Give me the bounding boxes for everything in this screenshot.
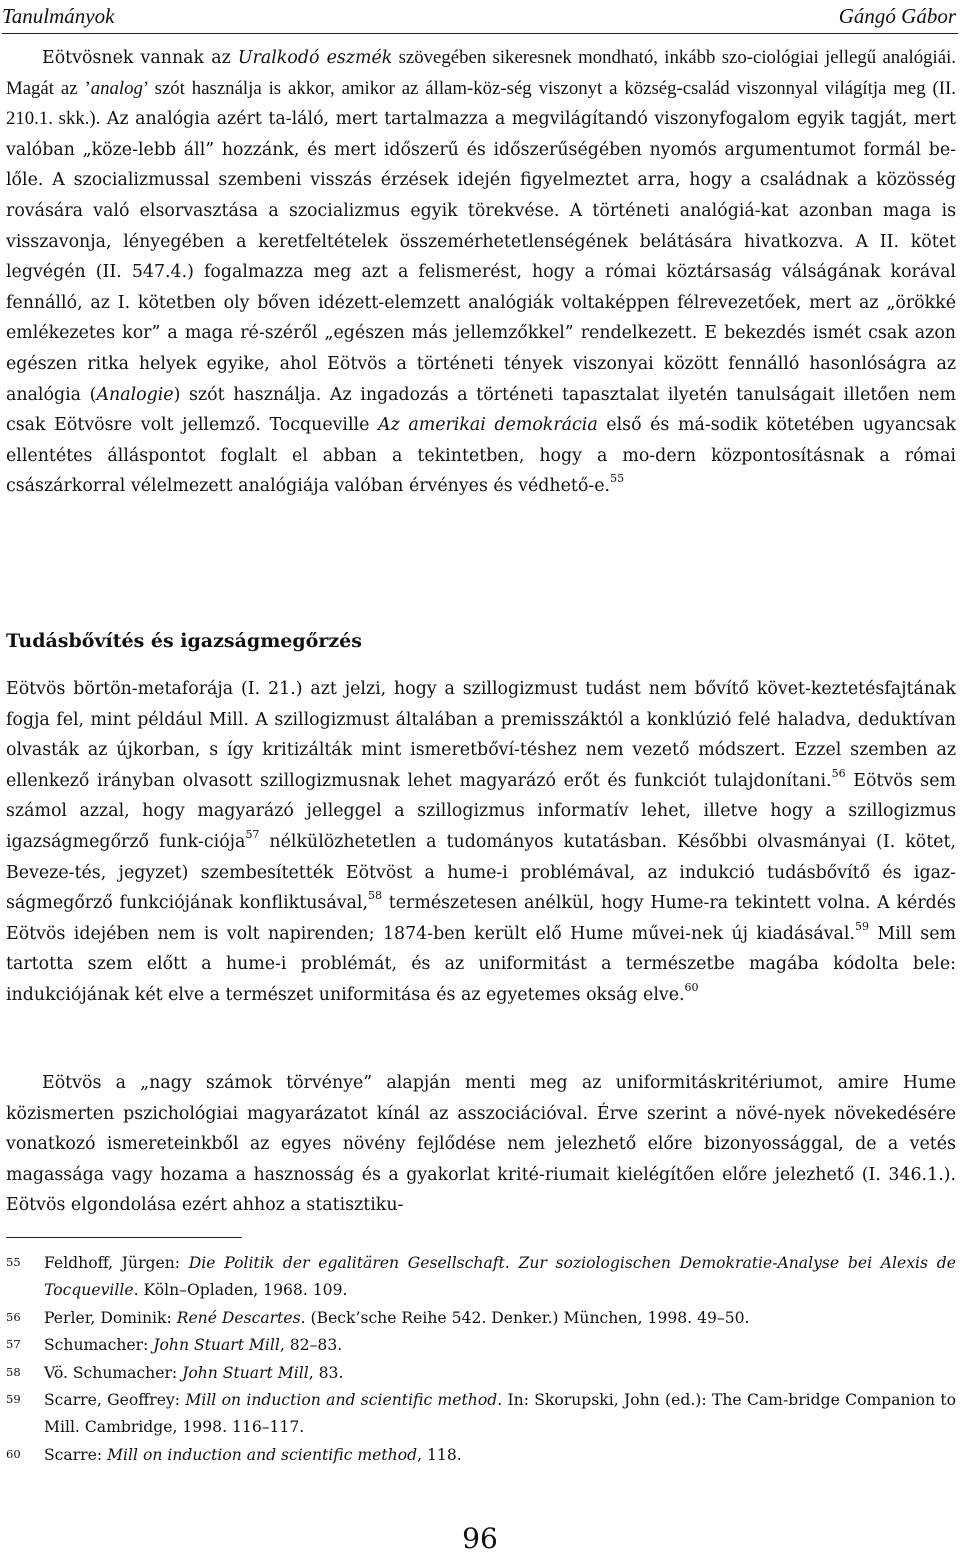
header-author-name: Gángó Gábor <box>838 4 956 28</box>
footnote-text: . Köln–Opladen, 1968. 109. <box>133 1281 348 1300</box>
footnote-ref-56: 56 <box>831 766 846 780</box>
footnote-text: Scarre: <box>44 1445 108 1464</box>
footnote-text: Vö. Schumacher: <box>44 1363 183 1382</box>
footnote-text: Perler, Dominik: <box>44 1308 177 1327</box>
p1-text: szövegében sikeresnek mondható, inkább szo-ciológiai jellegű analógiái. Magát az ’ <box>6 47 956 99</box>
p1-text: Eötvösnek vannak az <box>42 48 238 68</box>
footnote-text: . In: Skorupski, John (ed.): The Cam-bridge Companion to Mill. Cambridge, 1998. 116–117. <box>44 1391 956 1437</box>
footnote-58 <box>6 1360 956 1387</box>
footnote-italic-title: Mill on induction and scientific method <box>185 1391 498 1410</box>
footnote-number: 60 <box>6 1446 21 1461</box>
footnote-59 <box>6 1387 956 1442</box>
footnote-number: 56 <box>6 1309 21 1324</box>
running-header <box>2 2 956 30</box>
p1-text: ’ szót használja is akkor, amikor az állam-köz-ség viszonyt a község-család viszonnyal világítja meg (II. 210.1. skk.). <box>6 77 956 130</box>
footnote-text: , 82–83. <box>279 1336 343 1355</box>
footnote-60 <box>6 1442 956 1469</box>
footnote-text: , 118. <box>417 1445 462 1464</box>
p1-italic-title: Uralkodó eszmék <box>237 48 393 68</box>
footnotes <box>6 1250 956 1469</box>
footnote-56 <box>6 1305 956 1332</box>
footnote-57 <box>6 1332 956 1359</box>
paragraph-2 <box>6 674 956 1011</box>
footnote-text: . (Beck’sche Reihe 542. Denker.) München, 1998. 49–50. <box>300 1308 750 1327</box>
footnote-italic-title: Mill on induction and scientific method <box>107 1445 418 1464</box>
page-number: 96 <box>462 1522 498 1555</box>
footnote-italic-title: René Descartes <box>176 1308 301 1327</box>
p1-text: első és má-sodik kötetében ugyancsak ellentétes álláspontot foglalt el abban a tekintetben, hogy a mo-dern központosításnak a római császárkorral vélelmezett analógiája valóban érvényes és védhető-e. <box>6 415 956 497</box>
p2-text: Mill sem tartotta szem előtt a hume-i problémát, és az uniformitást a természetbe magába kódolta bele: indukciójának két elve a természet uniformitása és az egyetemes okság elve. <box>6 923 957 1005</box>
p2-text: Eötvös sem számol azzal, hogy magyarázó jelleggel a szillogizmus informatív lehet, illetve hogy a szillogizmus igazságmegőrző funk-ciója <box>6 770 957 852</box>
footnote-text: Scarre, Geoffrey: <box>44 1391 186 1410</box>
footnote-55 <box>6 1250 956 1305</box>
section-heading: Tudásbővítés és igazságmegőrzés <box>6 630 362 652</box>
p1-text: Az analógia azért ta-láló, mert tartalmazza a megvilágítandó viszonyfogalom egyik tagját, mert valóban „köze-lebb áll” hozzánk, és mert időszerű és időszerűségében nyomós argumentumot formál be-lőle. A szocializmussal szembeni visszás érzések idején figyelmeztet arra, hogy a családnak a közösség rovására való elsorvasztása a szocializmus egyik törekvése. A történeti analógiá-kat azonban maga is visszavonja, lényegében a keretfeltételek összemérhetetlenségének belátására hivatkozva. A II. kötet legvégén (II. 547.4.) fogalmazza meg azt a felismerést, hogy a római köztársaság válságának korával fennálló, az I. kötetben oly bőven idézett-elemzett analógiák voltaképpen félrevezetőek, mert az „örökké emlékezetes kor” a maga ré-széről „egészen más jellemzőkkel” rendelkezett. E bekezdés ismét csak azon egészen ritka helyek egyike, ahol Eötvös a történeti tények viszonyai között fennálló hasonlóságra az analógia ( <box>6 109 956 405</box>
p1-italic-title: Az amerikai demokrácia <box>378 415 598 436</box>
footnote-text: , 83. <box>308 1363 344 1382</box>
paragraph-1 <box>6 43 956 502</box>
header-section-name: Tanulmányok <box>2 4 115 28</box>
p2-text: természetesen anélkül, hogy Hume-ra tekintett volna. A kérdés Eötvös idejében nem is volt napirenden; 1874-ben került elő Hume művei-nek új kiadásával. <box>6 893 956 944</box>
footnote-text: Schumacher: <box>44 1336 154 1355</box>
footnote-number: 55 <box>6 1255 21 1269</box>
footnote-italic-title: John Stuart Mill <box>182 1363 309 1382</box>
paragraph-3: Eötvös a „nagy számok törvénye” alapján menti meg az uniformitáskritériumot, amire Hume közismerten pszichológiai magyarázatot kínál az asszociációval. Érve szerint a növé-nyek növekedésére vonatkozó ismereteinkből az egyes növény fejlődése nem jelezhető előre bizonyossággal, de a vetés magassága vagy hozama a hasznosság és a gyakorlat krité-riumait kielégítően előre jelezhető (I. 346.1.). Eötvös elgondolása ezért ahhoz a statisztiku- <box>6 1073 956 1216</box>
p2-text: nélkülözhetetlen a tudományos kutatásban. Későbbi olvasmányai (I. kötet, Beveze-tés, jegyzet) szembesítették Eötvöst a hume-i problémával, az indukció tudásbővítő és igaz-ságmegőrző funkciójának konfliktusával, <box>6 831 956 914</box>
header-rule <box>2 33 958 34</box>
footnote-ref-59: 59 <box>854 919 869 933</box>
footnote-ref-55: 55 <box>610 472 625 486</box>
footnote-italic-title: John Stuart Mill <box>153 1336 280 1355</box>
p2-text: Eötvös börtön-metaforája (I. 21.) azt jelzi, hogy a szillogizmust tudást nem bővítő követ-keztetésfajtának fogja fel, mint például Mill. A szillogizmust általában a premisszáktól a konklúzió felé haladva, deduktívan olvasták az újkorban, s így kritizálták mint ismeretbőví-téshez nem vezető módszert. Ezzel szemben az ellenkező irányban olvasott szillogizmusnak lehet magyarázó erőt és funkciót tulajdonítani. <box>6 679 956 791</box>
p1-italic-word: Analogie <box>96 384 174 405</box>
p1-text: ) szót használja. Az ingadozás a történeti tapasztalat ilyetén tanulságait illetően nem csak Eötvösre volt jellemző. Tocqueville <box>6 384 956 436</box>
footnote-number: 57 <box>6 1337 21 1352</box>
footnote-text: Feldhoff, Jürgen: <box>44 1254 189 1272</box>
footnote-italic-title: Die Politik der egalitären Gesellschaft. Zur soziologischen Demokratie-Analyse bei Alexis de Tocqueville <box>44 1254 956 1300</box>
footnote-ref-57: 57 <box>245 828 260 842</box>
footnote-rule <box>6 1237 242 1238</box>
p1-italic-word: analog <box>90 77 143 99</box>
footnote-number: 59 <box>6 1392 21 1407</box>
footnote-ref-60: 60 <box>684 981 699 995</box>
footnote-ref-58: 58 <box>367 889 382 903</box>
footnote-number: 58 <box>6 1364 21 1379</box>
